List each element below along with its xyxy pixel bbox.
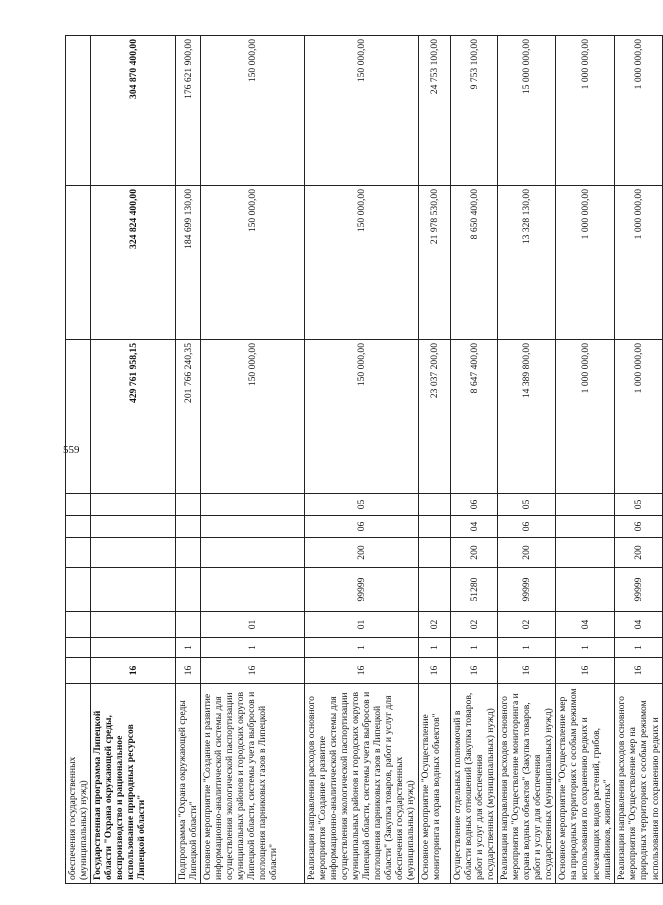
row-amount-2-cell: 324 824 400,00 — [91, 186, 176, 340]
row-pz-code-cell — [91, 494, 176, 516]
row-gr-code-cell — [66, 658, 91, 684]
row-item-code-cell: 51280 — [451, 568, 498, 612]
row-item-code-cell — [556, 568, 615, 612]
row-sub-code-cell: 01 — [305, 612, 419, 638]
budget-table-rotated — [65, 36, 661, 884]
budget-table — [65, 35, 663, 884]
row-amount-2-cell: 150 000,00 — [201, 186, 305, 340]
row-amount-3-cell: 304 870 400,00 — [91, 36, 176, 186]
row-gr-code-cell: 16 — [419, 658, 451, 684]
table-row — [615, 36, 662, 884]
row-amount-2-cell: 1 000 000,00 — [556, 186, 615, 340]
row-pr-code-cell — [66, 638, 91, 658]
table-row — [66, 36, 91, 884]
row-name-cell: Подпрограмма "Охрана окружающей среды Липецкой области" — [176, 684, 201, 884]
row-vr-code-cell: 200 — [305, 538, 419, 568]
row-gr-code-cell: 16 — [556, 658, 615, 684]
row-pr-code-cell: 1 — [498, 638, 556, 658]
row-amount-1-cell: 14 389 800,00 — [498, 340, 556, 494]
row-pr-code-cell: 1 — [201, 638, 305, 658]
row-sub-code-cell: 01 — [201, 612, 305, 638]
row-item-code-cell — [176, 568, 201, 612]
row-rz-code-cell — [91, 516, 176, 538]
table-row — [201, 36, 305, 884]
row-pr-code-cell: 1 — [615, 638, 662, 658]
row-sub-code-cell: 04 — [556, 612, 615, 638]
row-name-cell: Государственная программа Липецкой области "Охрана окружающей среды, воспроизводство и рациональное использование природных ресурсов Липецкой области" — [91, 684, 176, 884]
row-amount-3-cell: 15 000 000,00 — [498, 36, 556, 186]
row-rz-code-cell: 06 — [498, 516, 556, 538]
row-rz-code-cell: 04 — [451, 516, 498, 538]
table-body — [66, 36, 663, 884]
row-rz-code-cell — [201, 516, 305, 538]
row-amount-1-cell: 8 647 400,00 — [451, 340, 498, 494]
row-gr-code-cell: 16 — [305, 658, 419, 684]
row-amount-3-cell: 176 621 900,00 — [176, 36, 201, 186]
row-vr-code-cell: 200 — [451, 538, 498, 568]
table-row — [91, 36, 176, 884]
row-vr-code-cell — [556, 538, 615, 568]
row-amount-1-cell: 23 037 200,00 — [419, 340, 451, 494]
table-row — [498, 36, 556, 884]
row-pz-code-cell — [176, 494, 201, 516]
row-sub-code-cell — [91, 612, 176, 638]
row-rz-code-cell: 06 — [305, 516, 419, 538]
row-amount-1-cell: 1 000 000,00 — [556, 340, 615, 494]
row-name-cell: Основное мероприятие "Создание и развитие информационно-аналитической системы для осуществления экологической паспортизации муниципальных районов и городских округов Липецкой области, системы учета выбросов и поглощения парниковых газов в Липецкой области" — [201, 684, 305, 884]
row-gr-code-cell: 16 — [615, 658, 662, 684]
row-pz-code-cell — [419, 494, 451, 516]
row-gr-code-cell: 16 — [451, 658, 498, 684]
table-viewport — [65, 36, 661, 884]
row-rz-code-cell: 06 — [615, 516, 662, 538]
row-vr-code-cell: 200 — [498, 538, 556, 568]
row-pz-code-cell: 06 — [451, 494, 498, 516]
row-item-code-cell: 99999 — [498, 568, 556, 612]
row-rz-code-cell — [176, 516, 201, 538]
row-amount-2-cell — [66, 186, 91, 340]
row-amount-2-cell: 150 000,00 — [305, 186, 419, 340]
row-amount-3-cell: 9 753 100,00 — [451, 36, 498, 186]
row-item-code-cell: 99999 — [615, 568, 662, 612]
row-item-code-cell — [66, 568, 91, 612]
row-item-code-cell — [201, 568, 305, 612]
row-rz-code-cell — [556, 516, 615, 538]
row-amount-3-cell: 150 000,00 — [201, 36, 305, 186]
row-pr-code-cell: 1 — [556, 638, 615, 658]
row-name-cell: обеспечения государственных (муниципальных) нужд) — [66, 684, 91, 884]
row-vr-code-cell — [91, 538, 176, 568]
row-item-code-cell — [419, 568, 451, 612]
row-sub-code-cell: 02 — [451, 612, 498, 638]
row-amount-3-cell: 1 000 000,00 — [556, 36, 615, 186]
row-amount-1-cell: 429 761 958,15 — [91, 340, 176, 494]
row-pr-code-cell: 1 — [305, 638, 419, 658]
row-pz-code-cell — [66, 494, 91, 516]
row-sub-code-cell: 04 — [615, 612, 662, 638]
row-gr-code-cell: 16 — [201, 658, 305, 684]
row-pz-code-cell — [556, 494, 615, 516]
row-amount-1-cell: 1 000 000,00 — [615, 340, 662, 494]
table-row — [451, 36, 498, 884]
row-pr-code-cell — [91, 638, 176, 658]
row-vr-code-cell: 200 — [615, 538, 662, 568]
row-amount-3-cell: 24 753 100,00 — [419, 36, 451, 186]
row-vr-code-cell — [176, 538, 201, 568]
table-row — [556, 36, 615, 884]
row-amount-2-cell: 21 978 530,00 — [419, 186, 451, 340]
row-sub-code-cell: 02 — [498, 612, 556, 638]
row-sub-code-cell — [176, 612, 201, 638]
row-amount-2-cell: 184 699 130,00 — [176, 186, 201, 340]
row-name-cell: Основное мероприятие "Осуществление мониторинга и охрана водных объектов" — [419, 684, 451, 884]
row-name-cell: Осуществление отдельных полномочий в области водных отношений (Закупка товаров, работ и услуг для обеспечения государственных (муниципальных) нужд) — [451, 684, 498, 884]
table-row — [419, 36, 451, 884]
row-sub-code-cell: 02 — [419, 612, 451, 638]
row-amount-1-cell — [66, 340, 91, 494]
row-amount-1-cell: 150 000,00 — [201, 340, 305, 494]
row-amount-1-cell: 201 766 240,35 — [176, 340, 201, 494]
row-amount-3-cell: 1 000 000,00 — [615, 36, 662, 186]
row-pz-code-cell: 05 — [498, 494, 556, 516]
row-pr-code-cell: 1 — [451, 638, 498, 658]
row-gr-code-cell: 16 — [91, 658, 176, 684]
row-gr-code-cell: 16 — [176, 658, 201, 684]
row-name-cell: Реализация направления расходов основного мероприятия "Осуществление мер на природных территориях с особым режимом использования по сохранению редких и — [615, 684, 662, 884]
row-vr-code-cell — [419, 538, 451, 568]
table-row — [305, 36, 419, 884]
row-vr-code-cell — [66, 538, 91, 568]
row-item-code-cell — [91, 568, 176, 612]
row-amount-2-cell: 1 000 000,00 — [615, 186, 662, 340]
row-rz-code-cell — [66, 516, 91, 538]
row-amount-3-cell: 150 000,00 — [305, 36, 419, 186]
table-row — [176, 36, 201, 884]
row-sub-code-cell — [66, 612, 91, 638]
row-amount-3-cell — [66, 36, 91, 186]
row-pr-code-cell: 1 — [419, 638, 451, 658]
row-amount-2-cell: 8 650 400,00 — [451, 186, 498, 340]
row-vr-code-cell — [201, 538, 305, 568]
row-rz-code-cell — [419, 516, 451, 538]
row-pr-code-cell: 1 — [176, 638, 201, 658]
row-item-code-cell: 99999 — [305, 568, 419, 612]
row-pz-code-cell: 05 — [615, 494, 662, 516]
row-amount-2-cell: 13 328 130,00 — [498, 186, 556, 340]
row-name-cell: Реализация направления расходов основного мероприятия "Создание и развитие информационно-аналитической системы для осуществления экологической паспортизации муниципальных районов и городских округов Липецкой области, системы учета выбросов и поглощения парниковых газов в Липецкой области" (Закупка товаров, работ и услуг для обеспечения государственных (муниципальных) нужд) — [305, 684, 419, 884]
row-amount-1-cell: 150 000,00 — [305, 340, 419, 494]
row-pz-code-cell: 05 — [305, 494, 419, 516]
page-number: 559 — [63, 444, 80, 456]
row-gr-code-cell: 16 — [498, 658, 556, 684]
row-pz-code-cell — [201, 494, 305, 516]
row-name-cell: Реализация направления расходов основного мероприятия "Осуществление мониторинга и охрана водных объектов" (Закупка товаров, работ и услуг для обеспечения государственных (муниципальных) нужд) — [498, 684, 556, 884]
row-name-cell: Основное мероприятие "Осуществление мер на природных территориях с особым режимом использования по сохранению редких и исчезающих видов растений, грибов, лишайников, животных" — [556, 684, 615, 884]
